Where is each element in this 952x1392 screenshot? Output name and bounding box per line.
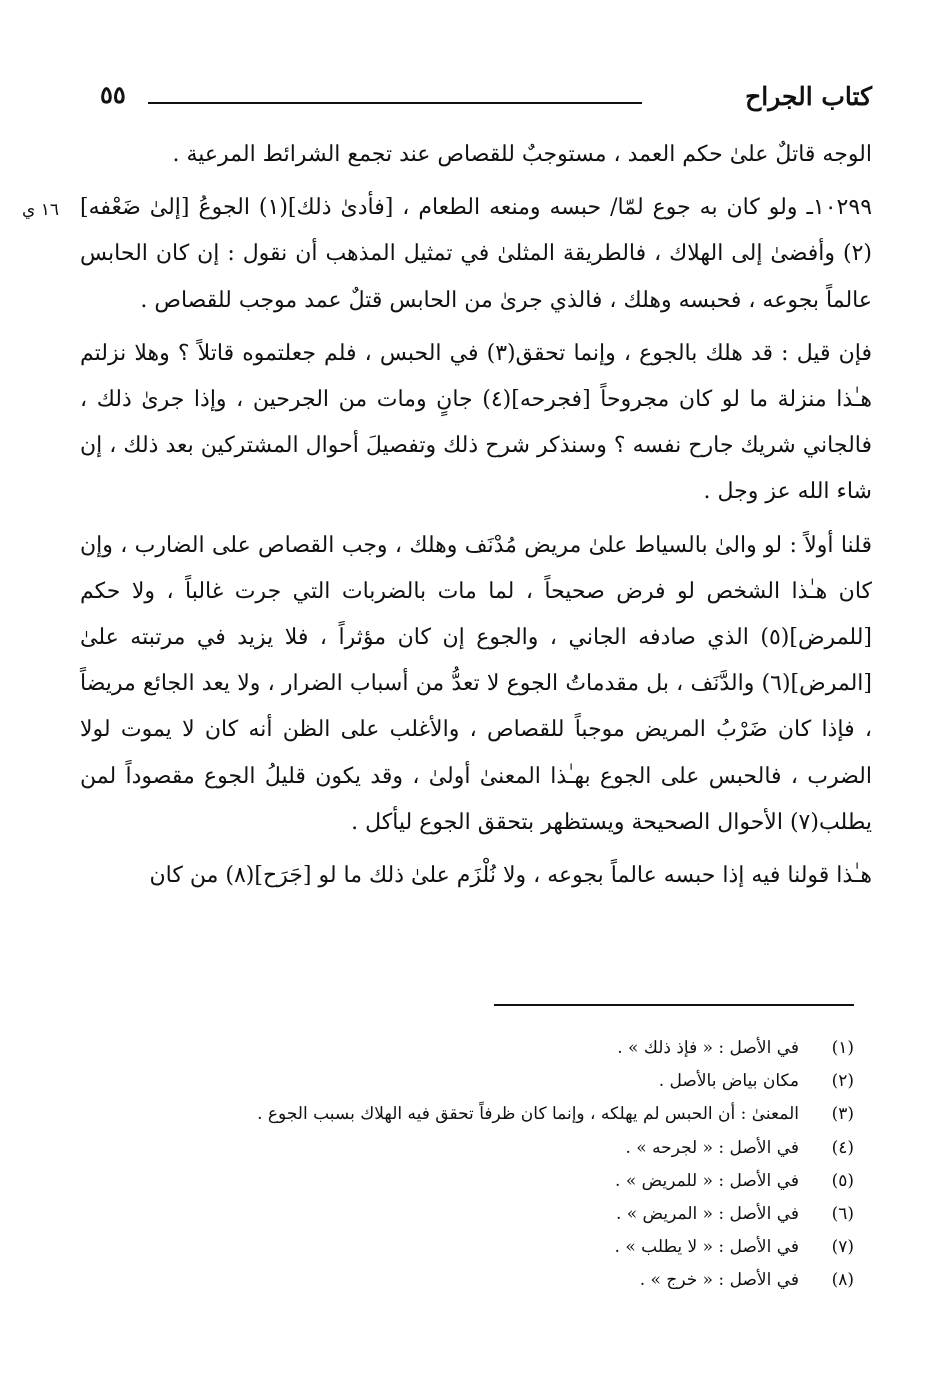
footnote-text: في الأصل : « لا يطلب » . <box>614 1237 799 1258</box>
paragraph: ١٠٢٩٩ـ ولو كان به جوع لمّا/ حبسه ومنعه الطعام ، [فأدىٰ ذلك](١) الجوعُ [إلىٰ ضَعْفه](٢) وأفضىٰ إلى الهلاك ، فالطريقة المثلىٰ في تمثيل المذهب أن نقول : إن كان الحابس عالماً بجوعه ، فحبسه وهلك ، فالذي جرىٰ من الحابس قتلٌ عمد موجب للقصاص . <box>80 195 873 313</box>
footnote-number: (٨) <box>831 1270 854 1291</box>
paragraph: فإن قيل : قد هلك بالجوع ، وإنما تحقق(٣) في الحبس ، فلم جعلتموه قاتلاً ؟ وهلا نزلتم هـٰذا منزلة ما لو كان مجروحاً [فجرحه](٤) جانٍ ومات من الجرحين ، وإذا جرىٰ ذلك ، فالجاني شريك جارح نفسه ؟ وسنذكر شرح ذلك وتفصيلَ أحوال المشتركين بعد ذلك ، إن شاء الله عز وجل . <box>80 340 872 505</box>
footnote-text: في الأصل : « فإذ ذلك » . <box>617 1038 799 1058</box>
footnote-number: (١) <box>831 1038 854 1058</box>
footnote <box>180 1264 854 1297</box>
book-title: كتاب الجراح <box>745 82 872 111</box>
footnote-text: في الأصل : « خرج » . <box>639 1270 799 1291</box>
paragraph: قلنا أولاً : لو والىٰ بالسياط علىٰ مريض مُدْنَف وهلك ، وجب القصاص على الضارب ، وإن كان هـٰذا الشخص لو فرض صحيحاً ، لما مات بالضربات التي جرت غالباً ، ولا حكم [للمرض](٥) الذي صادفه الجاني ، والجوع إن كان مؤثراً ، فلا يزيد في مرتبته علىٰ [المرض](٦) والدَّنَف ، بل مقدماتُ الجوع لا تعدُّ من أسباب الضرار ، ولا يعد الجائع مريضاً ، فإذا كان ضَرْبُ المريض موجباً للقصاص ، والأغلب على الظن أنه كان لا يموت لولا الضرب ، فالحبس على الجوع بهـٰذا المعنىٰ أولىٰ ، وقد يكون قليلُ الجوع مقصوداً لمن يطلب(٧) الأحوال الصحيحة ويستظهر بتحقق الجوع ليأكل . <box>80 532 872 835</box>
main-text <box>80 132 872 906</box>
paragraph: هـٰذا قولنا فيه إذا حبسه عالماً بجوعه ، ولا نُلْزَم علىٰ ذلك ما لو [جَرَح](٨) من كان <box>149 863 872 889</box>
footnote-text: في الأصل : « لجرحه » . <box>625 1137 799 1158</box>
footnote <box>180 1032 854 1065</box>
footnote-text: في الأصل : « للمريض » . <box>615 1170 799 1191</box>
footnotes <box>180 1032 854 1298</box>
footnote-text: في الأصل : « المريض » . <box>615 1204 799 1225</box>
header-rule <box>148 102 642 104</box>
footnote <box>180 1098 854 1131</box>
footnote-text: المعنىٰ : أن الحبس لم يهلكه ، وإنما كان ظرفاً تحقق فيه الهلاك بسبب الجوع . <box>257 1104 799 1125</box>
margin-note: ١٦ ي <box>22 200 59 220</box>
running-header <box>100 78 872 118</box>
footnote-number: (٣) <box>831 1104 854 1125</box>
page-number: ٥٥ <box>100 80 126 109</box>
footnote-number: (٦) <box>831 1204 854 1225</box>
footnote <box>180 1065 854 1098</box>
footnote-number: (٥) <box>831 1170 854 1191</box>
footnote <box>180 1198 854 1231</box>
footnote <box>180 1165 854 1198</box>
footnote-text: مكان بياض بالأصل . <box>658 1071 799 1092</box>
footnote-separator <box>494 1004 854 1006</box>
paragraph: الوجه قاتلٌ علىٰ حكم العمد ، مستوجبٌ للقصاص عند تجمع الشرائط المرعية . <box>172 142 872 167</box>
footnote-number: (٧) <box>831 1237 854 1258</box>
footnote <box>180 1132 854 1165</box>
footnote <box>180 1231 854 1264</box>
footnote-number: (٤) <box>831 1137 854 1158</box>
footnote-number: (٢) <box>831 1071 854 1092</box>
